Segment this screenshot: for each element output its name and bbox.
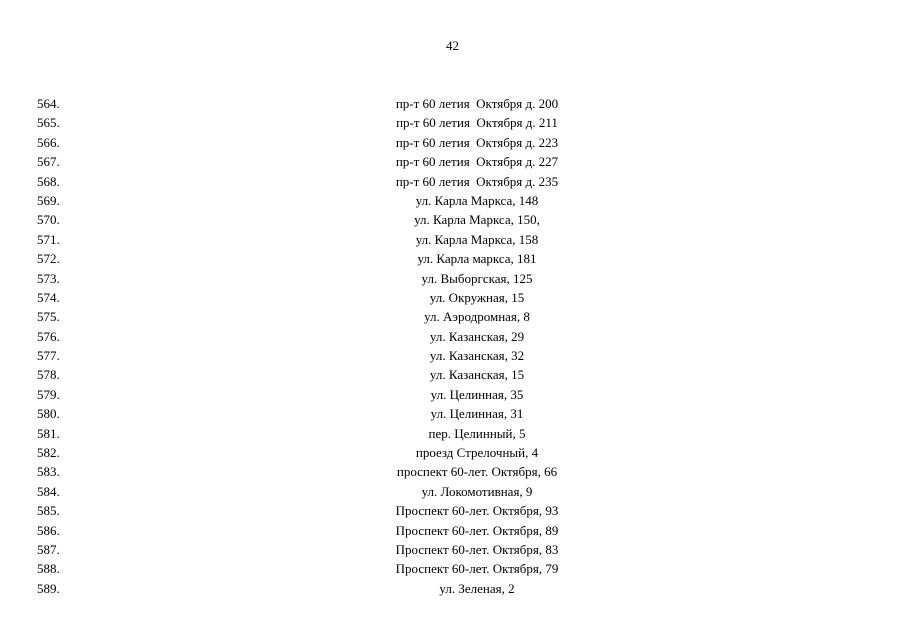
item-address: ул. Карла Маркса, 158	[415, 231, 539, 247]
list-item	[37, 521, 867, 540]
list-item	[37, 365, 867, 384]
list-item	[37, 559, 867, 578]
item-address: ул. Целинная, 31	[430, 406, 524, 422]
list-item	[37, 191, 867, 210]
item-number: 580.	[37, 406, 60, 422]
list-item	[37, 230, 867, 249]
list-item	[37, 327, 867, 346]
list-item	[37, 579, 867, 598]
item-address: ул. Казанская, 29	[429, 328, 525, 344]
item-address: ул. Локомотивная, 9	[421, 483, 533, 499]
list-item	[37, 482, 867, 501]
list-item	[37, 172, 867, 191]
item-number: 564.	[37, 96, 60, 111]
item-address: ул. Казанская, 32	[429, 348, 525, 364]
list-item	[37, 501, 867, 520]
list-item	[37, 152, 867, 171]
item-number: 581.	[37, 425, 60, 441]
item-number: 574.	[37, 289, 60, 305]
item-number: 586.	[37, 522, 60, 538]
item-address: ул. Целинная, 35	[430, 386, 524, 402]
item-address: пр-т 60 летия Октября д. 227	[395, 154, 559, 170]
item-address: Проспект 60-лет. Октября, 83	[395, 541, 559, 557]
item-address: ул. Зеленая, 2	[439, 580, 515, 596]
item-number: 570.	[37, 212, 60, 228]
item-number: 568.	[37, 173, 60, 189]
list-item	[37, 307, 867, 326]
item-number: 588.	[37, 561, 60, 577]
list-item	[37, 404, 867, 423]
list-item	[37, 462, 867, 481]
page-number: 42	[446, 38, 459, 53]
item-address: пер. Целинный, 5	[428, 425, 526, 441]
list-item	[37, 288, 867, 307]
item-address: ул. Карла Маркса, 150,	[414, 212, 540, 228]
item-address: ул. Казанская, 15	[429, 367, 525, 383]
item-address: проспект 60-лет. Октября, 66	[396, 464, 558, 480]
item-number: 572.	[37, 251, 60, 267]
item-address: Проспект 60-лет. Октября, 93	[395, 503, 559, 519]
item-number: 585.	[37, 503, 60, 519]
item-number: 577.	[37, 348, 60, 364]
list-item	[37, 249, 867, 268]
item-address: пр-т 60 летия Октября д. 235	[395, 173, 559, 189]
item-address: пр-т 60 летия Октября д. 223	[395, 134, 559, 150]
list-item	[37, 133, 867, 152]
item-number: 584.	[37, 483, 60, 499]
item-address: проезд Стрелочный, 4	[415, 445, 539, 461]
item-number: 578.	[37, 367, 60, 383]
item-address: Проспект 60-лет. Октября, 79	[395, 561, 559, 577]
item-number: 571.	[37, 231, 60, 247]
list-item	[37, 385, 867, 404]
list-item	[37, 113, 867, 132]
item-address: пр-т 60 летия Октября д. 200	[395, 96, 559, 111]
item-number: 575.	[37, 309, 60, 325]
item-address: пр-т 60 летия Октября д. 211	[396, 115, 558, 131]
item-number: 583.	[37, 464, 60, 480]
item-number: 573.	[37, 270, 60, 286]
list-item	[37, 443, 867, 462]
list-item	[37, 94, 867, 113]
item-number: 567.	[37, 154, 60, 170]
list-item	[37, 540, 867, 559]
item-number: 565.	[37, 115, 60, 131]
list-item	[37, 346, 867, 365]
item-address: ул. Выборгская, 125	[421, 270, 533, 286]
item-number: 582.	[37, 445, 60, 461]
list-item	[37, 210, 867, 229]
item-address: Проспект 60-лет. Октября, 89	[395, 522, 559, 538]
list-item	[37, 424, 867, 443]
item-number: 576.	[37, 328, 60, 344]
item-number: 589.	[37, 580, 60, 596]
item-address: ул. Окружная, 15	[429, 289, 525, 305]
item-number: 579.	[37, 386, 60, 402]
item-address: ул. Карла маркса, 181	[417, 251, 537, 267]
item-number: 569.	[37, 192, 60, 208]
list-item	[37, 269, 867, 288]
item-address: ул. Карла Маркса, 148	[415, 192, 539, 208]
item-number: 587.	[37, 541, 60, 557]
item-address: ул. Аэродромная, 8	[424, 309, 530, 325]
address-list	[37, 94, 867, 598]
item-number: 566.	[37, 134, 60, 150]
